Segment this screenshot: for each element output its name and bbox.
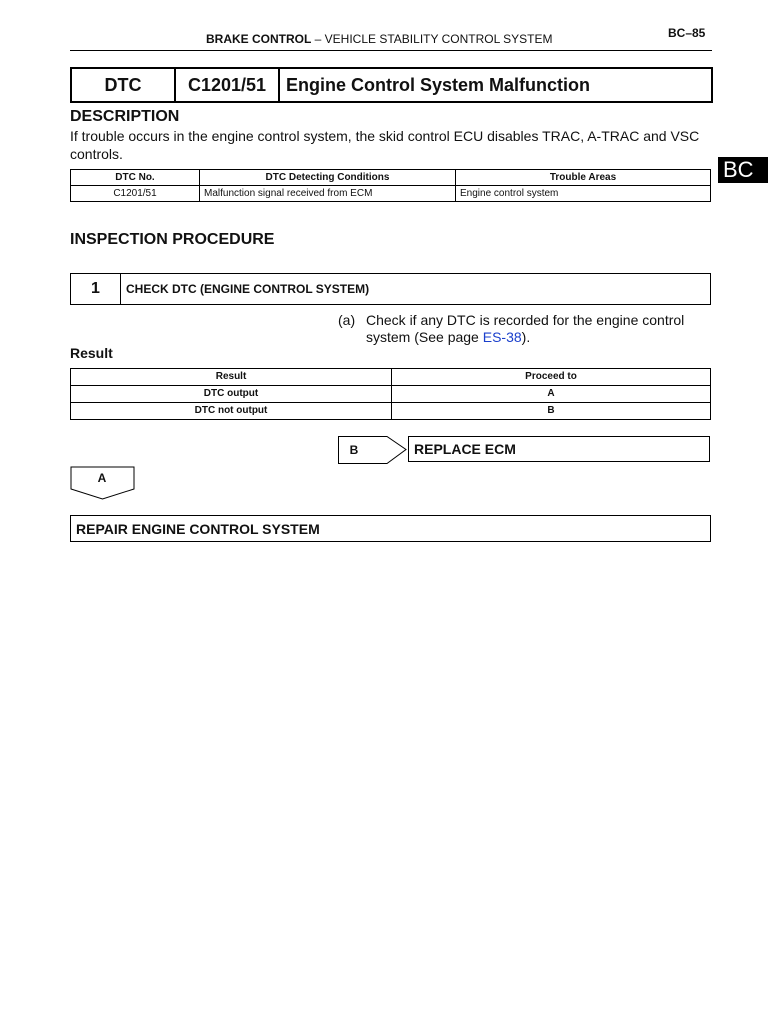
- es-38-link[interactable]: ES-38: [482, 329, 522, 345]
- result-table-cell: DTC output: [71, 386, 392, 403]
- running-header-title: [206, 32, 553, 46]
- header-section: BRAKE CONTROL: [206, 32, 312, 46]
- dtc-table-header: DTC No.: [71, 170, 200, 186]
- step-title: CHECK DTC (ENGINE CONTROL SYSTEM): [126, 282, 370, 296]
- result-table-cell: A: [392, 386, 711, 403]
- step-sub-item: [338, 312, 710, 346]
- dtc-title-box: [70, 67, 713, 103]
- result-table-header: Proceed to: [392, 369, 711, 386]
- dtc-table: [70, 169, 711, 202]
- dtc-table-header-row: [71, 170, 711, 186]
- dtc-label: DTC: [72, 69, 176, 101]
- inspection-heading: INSPECTION PROCEDURE: [70, 231, 275, 248]
- branch-b-label: B: [338, 436, 369, 464]
- branch-a-label: A: [97, 471, 107, 485]
- step-1-box: [70, 273, 711, 305]
- result-table: [70, 368, 711, 420]
- sub-item-marker: (a): [338, 312, 356, 328]
- sub-item-text-end: ).: [521, 329, 531, 345]
- result-table-header-row: [71, 369, 711, 386]
- branch-b-arrow-icon: [367, 436, 407, 464]
- dtc-table-cell: Malfunction signal received from ECM: [200, 186, 456, 202]
- header-subtitle: VEHICLE STABILITY CONTROL SYSTEM: [324, 32, 553, 46]
- result-table-cell: B: [392, 403, 711, 420]
- dtc-name: Engine Control System Malfunction: [286, 74, 591, 95]
- table-row: [71, 386, 711, 403]
- dtc-table-cell: Engine control system: [456, 186, 711, 202]
- description-text: If trouble occurs in the engine control system, the skid control ECU disables TRAC, A-TRAC and VSC controls.: [70, 128, 700, 162]
- result-table-cell: DTC not output: [71, 403, 392, 420]
- sub-item-text-start: Check if any DTC is recorded for the engine control system (See page: [366, 312, 685, 345]
- repair-engine-box: REPAIR ENGINE CONTROL SYSTEM: [70, 515, 711, 542]
- dtc-code: C1201/51: [176, 69, 280, 101]
- step-number: 1: [71, 274, 121, 304]
- sub-item-text: [366, 312, 710, 346]
- header-separator: –: [311, 32, 325, 46]
- dtc-table-cell: C1201/51: [71, 186, 200, 202]
- page-number: BC–85: [668, 26, 706, 40]
- section-side-tab: BC: [718, 157, 768, 183]
- result-table-header: Result: [71, 369, 392, 386]
- header-divider: [70, 50, 712, 51]
- dtc-table-header: Trouble Areas: [456, 170, 711, 186]
- dtc-table-header: DTC Detecting Conditions: [200, 170, 456, 186]
- description-heading: DESCRIPTION: [70, 108, 180, 125]
- replace-ecm-box: REPLACE ECM: [408, 436, 710, 462]
- table-row: [71, 186, 711, 202]
- result-heading: Result: [70, 345, 113, 361]
- table-row: [71, 403, 711, 420]
